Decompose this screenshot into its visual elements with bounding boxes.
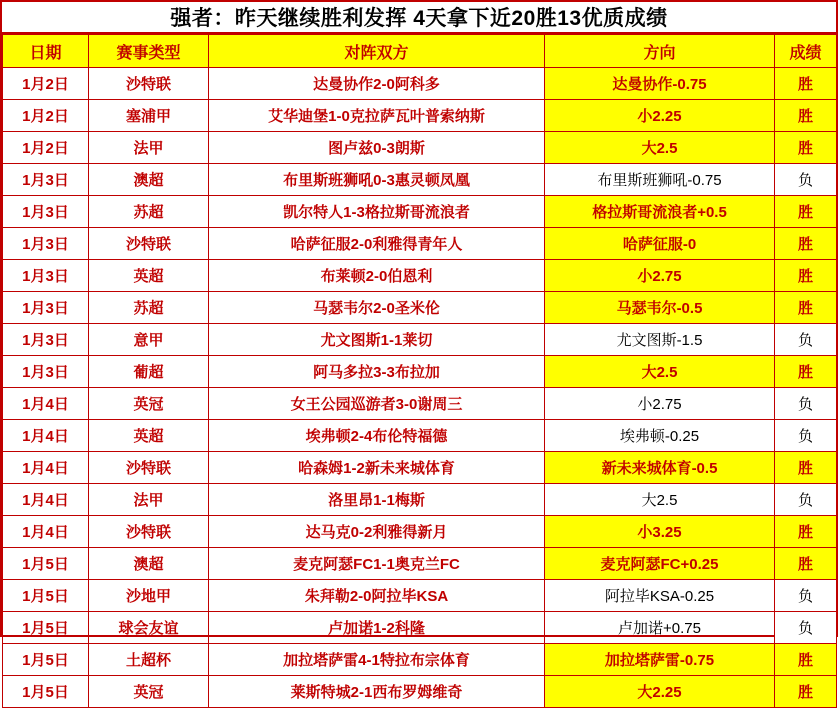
cell-date: 1月4日 [3,516,89,548]
column-header-result: 成绩 [775,35,837,68]
cell-match: 尤文图斯1-1莱切 [209,324,545,356]
cell-date: 1月3日 [3,196,89,228]
cell-match: 达曼协作2-0阿科多 [209,68,545,100]
cell-league: 澳超 [89,548,209,580]
cell-date: 1月3日 [3,228,89,260]
cell-league: 英冠 [89,676,209,708]
cell-result: 胜 [775,356,837,388]
cell-date: 1月4日 [3,420,89,452]
cell-direction: 阿拉毕KSA-0.25 [545,580,775,612]
table-row [3,580,837,612]
cell-match: 哈森姆1-2新未来城体育 [209,452,545,484]
cell-league: 法甲 [89,132,209,164]
cell-direction: 马瑟韦尔-0.5 [545,292,775,324]
cell-result: 胜 [775,196,837,228]
cell-result: 胜 [775,644,837,676]
cell-date: 1月5日 [3,548,89,580]
cell-match: 哈萨征服2-0利雅得青年人 [209,228,545,260]
column-header-match: 对阵双方 [209,35,545,68]
cell-result: 胜 [775,516,837,548]
table-row [3,644,837,676]
column-header-direction: 方向 [545,35,775,68]
cell-league: 英冠 [89,388,209,420]
cell-league: 沙地甲 [89,580,209,612]
cell-result: 负 [775,420,837,452]
cell-result: 胜 [775,292,837,324]
page-title: 强者：昨天继续胜利发挥 4天拿下近20胜13优质成绩 [170,7,668,30]
cell-match: 莱斯特城2-1西布罗姆维奇 [209,676,545,708]
cell-date: 1月3日 [3,260,89,292]
table-row [3,196,837,228]
cell-direction: 尤文图斯-1.5 [545,324,775,356]
table-row [3,228,837,260]
cell-result: 胜 [775,132,837,164]
table-row [3,612,837,644]
table-row [3,324,837,356]
table-row [3,420,837,452]
cell-date: 1月5日 [3,580,89,612]
table-row [3,484,837,516]
table-row [3,260,837,292]
results-table [2,34,837,708]
cell-date: 1月2日 [3,68,89,100]
cell-match: 凯尔特人1-3格拉斯哥流浪者 [209,196,545,228]
cell-league: 法甲 [89,484,209,516]
cell-result: 胜 [775,228,837,260]
cell-direction: 小2.75 [545,388,775,420]
cell-match: 卢加诺1-2科隆 [209,612,545,644]
table-header [3,35,837,68]
table-body [3,68,837,708]
cell-direction: 小2.75 [545,260,775,292]
table-header-row [3,35,837,68]
cell-match: 阿马多拉3-3布拉加 [209,356,545,388]
cell-match: 图卢兹0-3朗斯 [209,132,545,164]
cell-direction: 小2.25 [545,100,775,132]
cell-direction: 大2.5 [545,132,775,164]
cell-direction: 达曼协作-0.75 [545,68,775,100]
cell-direction: 新未来城体育-0.5 [545,452,775,484]
cell-league: 苏超 [89,292,209,324]
cell-direction: 小3.25 [545,516,775,548]
cell-match: 艾华迪堡1-0克拉萨瓦叶普索纳斯 [209,100,545,132]
table-row [3,388,837,420]
table-row [3,292,837,324]
cell-result: 负 [775,580,837,612]
cell-match: 布莱顿2-0伯恩利 [209,260,545,292]
cell-direction: 大2.25 [545,676,775,708]
cell-date: 1月3日 [3,292,89,324]
cell-direction: 埃弗顿-0.25 [545,420,775,452]
cell-result: 负 [775,612,837,644]
table-row [3,356,837,388]
table-row [3,452,837,484]
cell-result: 负 [775,484,837,516]
cell-league: 英超 [89,420,209,452]
table-row [3,132,837,164]
cell-result: 负 [775,324,837,356]
sheet-title-bar [2,2,836,34]
cell-match: 麦克阿瑟FC1-1奥克兰FC [209,548,545,580]
table-row [3,548,837,580]
cell-date: 1月4日 [3,388,89,420]
cell-league: 葡超 [89,356,209,388]
cell-match: 洛里昂1-1梅斯 [209,484,545,516]
cell-result: 胜 [775,452,837,484]
cell-match: 埃弗顿2-4布伦特福德 [209,420,545,452]
cell-direction: 大2.5 [545,356,775,388]
cell-result: 胜 [775,548,837,580]
cell-date: 1月4日 [3,484,89,516]
cell-direction: 格拉斯哥流浪者+0.5 [545,196,775,228]
column-header-date: 日期 [3,35,89,68]
cell-league: 球会友谊 [89,612,209,644]
cell-date: 1月2日 [3,100,89,132]
cell-league: 沙特联 [89,228,209,260]
cell-league: 澳超 [89,164,209,196]
table-row [3,516,837,548]
cell-date: 1月3日 [3,164,89,196]
cell-result: 胜 [775,260,837,292]
cell-direction: 哈萨征服-0 [545,228,775,260]
cell-match: 马瑟韦尔2-0圣米伦 [209,292,545,324]
table-row [3,676,837,708]
cell-league: 沙特联 [89,516,209,548]
cell-direction: 卢加诺+0.75 [545,612,775,644]
table-row [3,68,837,100]
cell-league: 塞浦甲 [89,100,209,132]
cell-date: 1月3日 [3,324,89,356]
table-row [3,100,837,132]
cell-league: 英超 [89,260,209,292]
cell-league: 沙特联 [89,452,209,484]
cell-result: 胜 [775,68,837,100]
cell-match: 加拉塔萨雷4-1特拉布宗体育 [209,644,545,676]
cell-result: 负 [775,388,837,420]
cell-result: 胜 [775,676,837,708]
cell-date: 1月5日 [3,676,89,708]
column-header-league: 赛事类型 [89,35,209,68]
cell-league: 苏超 [89,196,209,228]
cell-match: 女王公园巡游者3-0谢周三 [209,388,545,420]
cell-date: 1月5日 [3,612,89,644]
cell-date: 1月3日 [3,356,89,388]
cell-direction: 大2.5 [545,484,775,516]
cell-date: 1月4日 [3,452,89,484]
cell-match: 朱拜勒2-0阿拉毕KSA [209,580,545,612]
cell-direction: 加拉塔萨雷-0.75 [545,644,775,676]
cell-direction: 布里斯班狮吼-0.75 [545,164,775,196]
cell-direction: 麦克阿瑟FC+0.25 [545,548,775,580]
cell-league: 沙特联 [89,68,209,100]
cell-league: 意甲 [89,324,209,356]
cell-date: 1月2日 [3,132,89,164]
table-row [3,164,837,196]
cell-result: 负 [775,164,837,196]
cell-date: 1月5日 [3,644,89,676]
cell-league: 土超杯 [89,644,209,676]
cell-match: 布里斯班狮吼0-3惠灵顿凤凰 [209,164,545,196]
cell-match: 达马克0-2利雅得新月 [209,516,545,548]
cell-result: 胜 [775,100,837,132]
